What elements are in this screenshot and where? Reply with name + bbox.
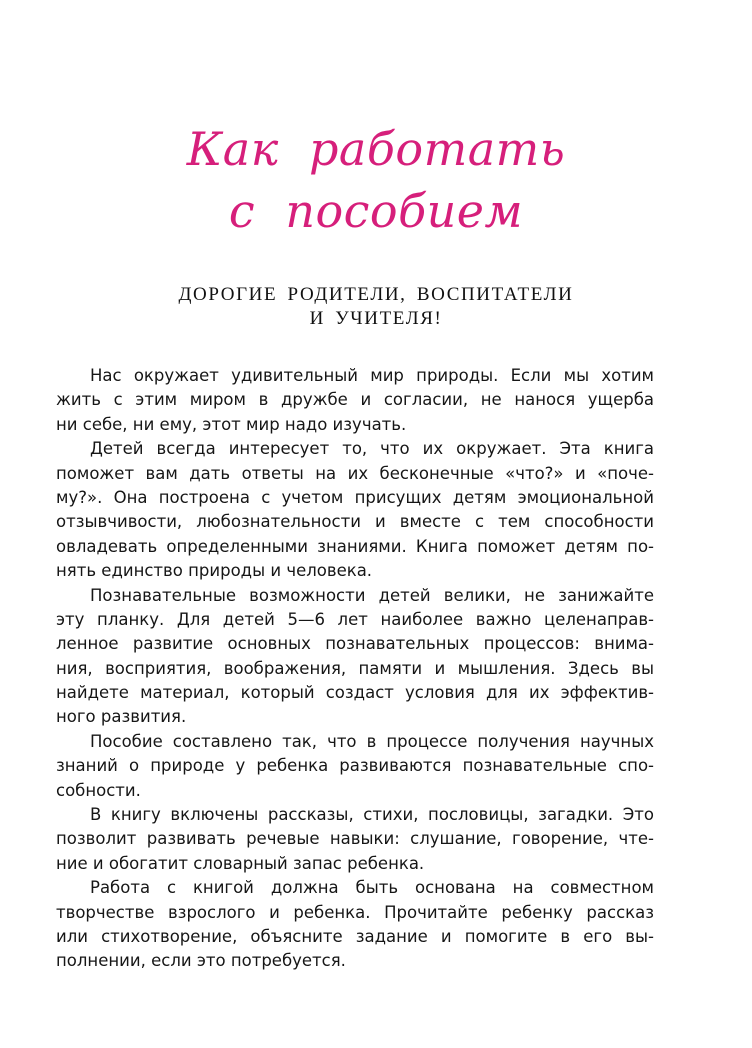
- paragraph-line: эту планку. Для детей 5—6 лет наиболее важно целенаправ-: [56, 609, 654, 629]
- page-title-line-1: Как работать: [186, 122, 566, 176]
- page-title: [0, 118, 752, 242]
- paragraph-line: поможет вам дать ответы на их бесконечные «что?» и «поче-: [56, 463, 654, 483]
- paragraph-line: позволит развивать речевые навыки: слушание, говорение, чте-: [56, 829, 654, 849]
- paragraph-line: ного развития.: [56, 707, 187, 727]
- address-heading-line-2: И УЧИТЕЛЯ!: [309, 308, 443, 329]
- address-heading: [0, 283, 752, 331]
- paragraph-line: отзывчивости, любознательности и вместе с тем способности: [56, 512, 654, 532]
- paragraph-line: найдете материал, который создаст условия для их эффектив-: [56, 683, 654, 703]
- page-title-line-2: с пособием: [228, 184, 524, 238]
- paragraph-line: Детей всегда интересует то, что их окружает. Эта книга: [90, 439, 654, 459]
- paragraph-line: му?». Она построена с учетом присущих детям эмоциональной: [56, 487, 654, 507]
- paragraph-line: ленное развитие основных познавательных процессов: внима-: [56, 634, 654, 654]
- paragraph-line: нять единство природы и человека.: [56, 561, 373, 581]
- paragraph-line: В книгу включены рассказы, стихи, пословицы, загадки. Это: [90, 805, 654, 825]
- paragraph-line: ние и обогатит словарный запас ребенка.: [56, 853, 425, 873]
- paragraph: [56, 364, 654, 437]
- paragraph: [56, 437, 654, 583]
- paragraph: [56, 584, 654, 730]
- paragraph-line: ни себе, ни ему, этот мир надо изучать.: [56, 414, 407, 434]
- address-heading-line-1: ДОРОГИЕ РОДИТЕЛИ, ВОСПИТАТЕЛИ: [178, 284, 574, 305]
- body-text: [56, 364, 654, 974]
- paragraph: [56, 803, 654, 876]
- paragraph: [56, 730, 654, 803]
- paragraph-line: жить с этим миром в дружбе и согласии, не нанося ущерба: [56, 390, 654, 410]
- paragraph-line: или стихотворение, объясните задание и помогите в его вы-: [56, 926, 654, 946]
- paragraph-line: ния, восприятия, воображения, памяти и мышления. Здесь вы: [56, 658, 654, 678]
- paragraph-line: овладевать определенными знаниями. Книга поможет детям по-: [56, 536, 654, 556]
- paragraph-line: Работа с книгой должна быть основана на совместном: [90, 878, 654, 898]
- paragraph-line: собности.: [56, 780, 141, 800]
- paragraph: [56, 876, 654, 974]
- paragraph-line: Пособие составлено так, что в процессе получения научных: [90, 731, 654, 751]
- paragraph-line: Познавательные возможности детей велики, не занижайте: [90, 585, 654, 605]
- paragraph-line: Нас окружает удивительный мир природы. Если мы хотим: [90, 366, 654, 385]
- paragraph-line: знаний о природе у ребенка развиваются познавательные спо-: [56, 756, 654, 776]
- paragraph-line: творчестве взрослого и ребенка. Прочитайте ребенку рассказ: [56, 902, 654, 922]
- paragraph-line: полнении, если это потребуется.: [56, 951, 346, 971]
